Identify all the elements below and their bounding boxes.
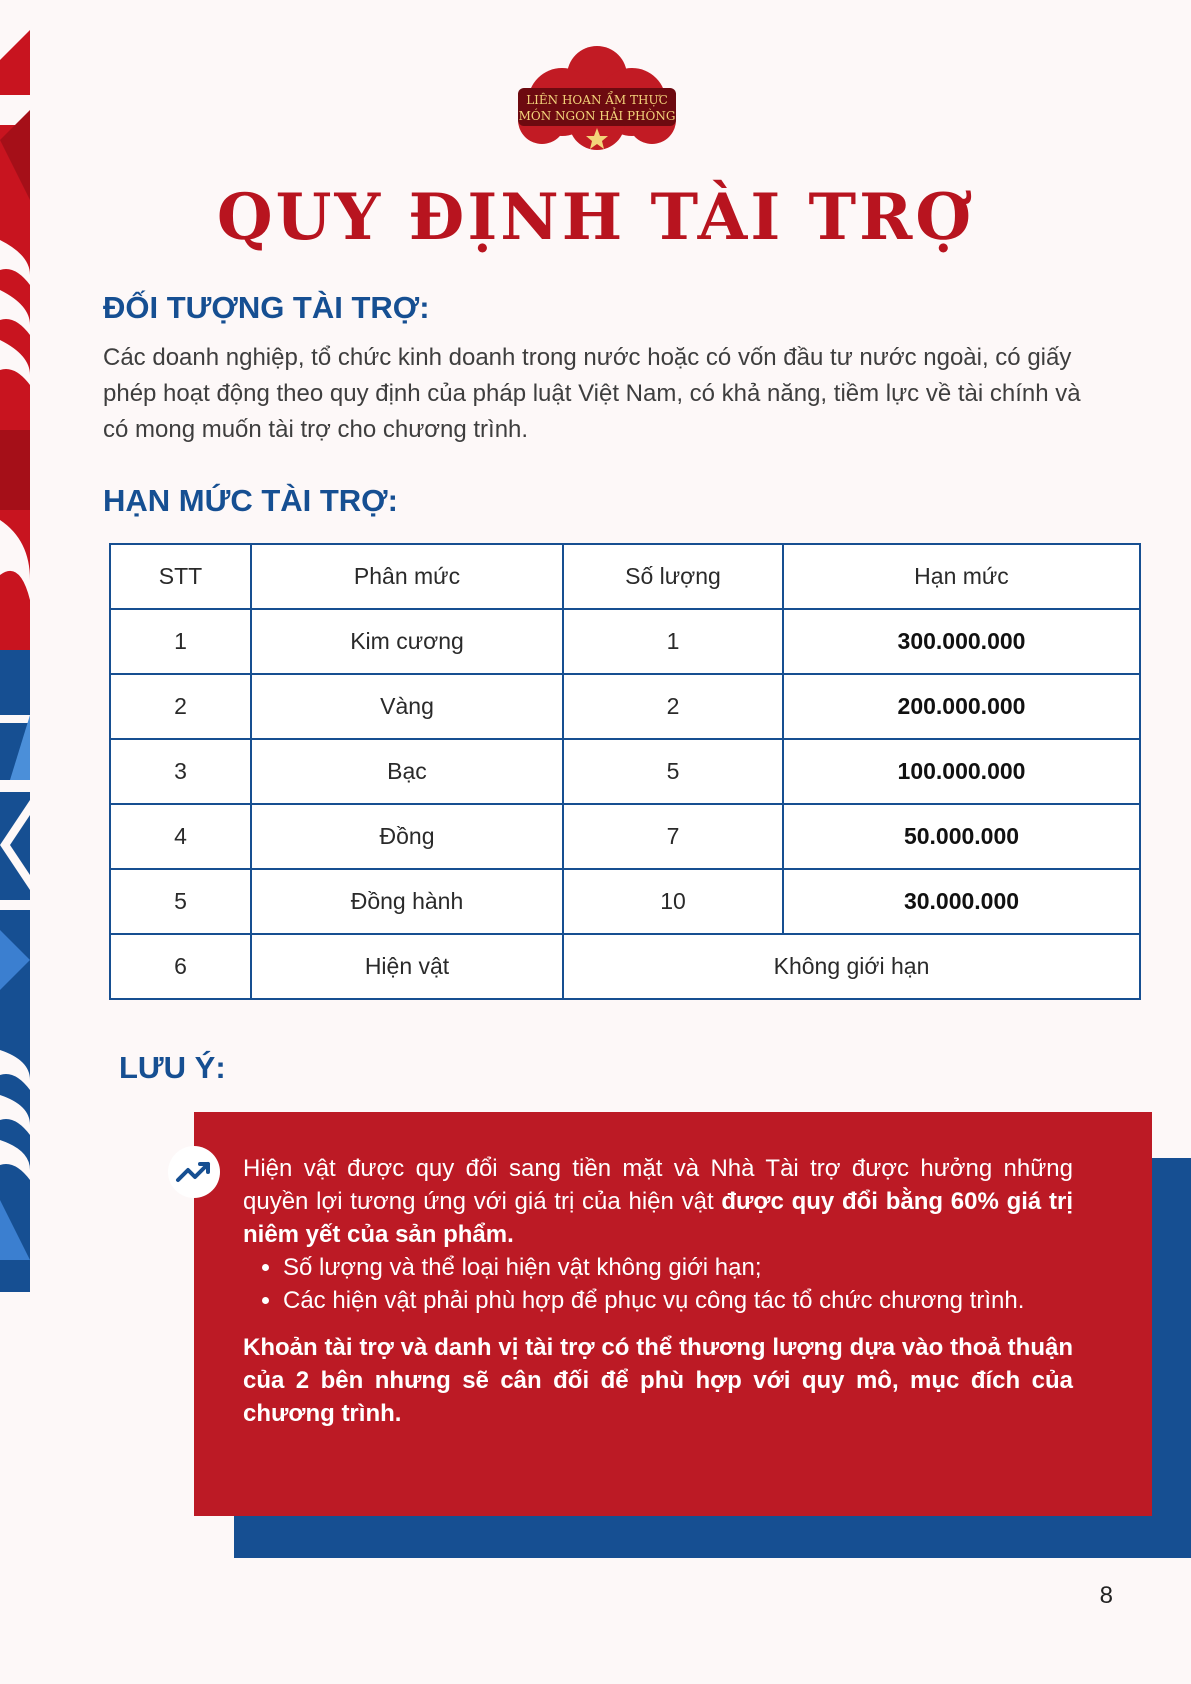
cell-stt: 4 xyxy=(110,804,251,869)
note-intro-text: Hiện vật được quy đổi sang tiền mặt và Nhà Tài trợ được hưởng những quyền lợi tương ứng với giá trị của hiện vật xyxy=(243,1155,1073,1215)
page-number: 8 xyxy=(1099,1582,1113,1609)
cell-level: Hiện vật xyxy=(251,934,563,999)
cell-level: Bạc xyxy=(251,739,563,804)
cell-stt: 2 xyxy=(110,674,251,739)
cell-quantity: 1 xyxy=(563,609,783,674)
cell-stt: 1 xyxy=(110,609,251,674)
festival-logo xyxy=(512,40,682,155)
cell-amount: 300.000.000 xyxy=(783,609,1140,674)
cell-stt: 3 xyxy=(110,739,251,804)
cell-amount: 30.000.000 xyxy=(783,869,1140,934)
logo-line2: MÓN NGON HẢI PHÒNG xyxy=(518,109,676,123)
table-row xyxy=(110,804,1140,869)
target-heading: ĐỐI TƯỢNG TÀI TRỢ: xyxy=(103,290,430,325)
cell-stt: 5 xyxy=(110,869,251,934)
cell-level: Đồng hành xyxy=(251,869,563,934)
cell-quantity: 5 xyxy=(563,739,783,804)
list-item: • Số lượng và thể loại hiện vật không giới hạn; xyxy=(283,1251,1073,1284)
cell-quantity: 2 xyxy=(563,674,783,739)
logo-line1: LIÊN HOAN ẨM THỰC xyxy=(526,93,668,107)
note-content xyxy=(243,1152,1073,1430)
cell-merged-amount: Không giới hạn xyxy=(563,934,1140,999)
trending-up-icon xyxy=(168,1146,220,1198)
cell-amount: 100.000.000 xyxy=(783,739,1140,804)
list-item: • Các hiện vật phải phù hợp để phục vụ công tác tổ chức chương trình. xyxy=(283,1284,1073,1317)
table-row xyxy=(110,869,1140,934)
note-intro xyxy=(243,1152,1073,1251)
table-header-row xyxy=(110,544,1140,609)
cell-level: Đồng xyxy=(251,804,563,869)
cell-amount: 200.000.000 xyxy=(783,674,1140,739)
header-stt: STT xyxy=(110,544,251,609)
table-row xyxy=(110,739,1140,804)
cell-level: Kim cương xyxy=(251,609,563,674)
table-row xyxy=(110,674,1140,739)
note-closing: Khoản tài trợ và danh vị tài trợ có thể thương lượng dựa vào thoả thuận của 2 bên nhưng sẽ cân đối để phù hợp với quy mô, mục đích của chương trình. xyxy=(243,1334,1073,1427)
sponsorship-table xyxy=(109,543,1141,1000)
cell-stt: 6 xyxy=(110,934,251,999)
note-intro-bold: được quy đổi bằng 60% giá trị niêm yết của sản phẩm. xyxy=(243,1188,1073,1248)
header-level: Phân mức xyxy=(251,544,563,609)
notes-heading: LƯU Ý: xyxy=(119,1050,226,1085)
note-bullet-list xyxy=(243,1251,1073,1317)
page-title: QUY ĐỊNH TÀI TRỢ xyxy=(216,180,975,255)
table-row xyxy=(110,934,1140,999)
table-row xyxy=(110,609,1140,674)
target-paragraph: Các doanh nghiệp, tổ chức kinh doanh trong nước hoặc có vốn đầu tư nước ngoài, có giấy phép hoạt động theo quy định của pháp luật Việt Nam, có khả năng, tiềm lực về tài chính và có mong muốn tài trợ cho chương trình. xyxy=(103,344,1081,443)
cell-level: Vàng xyxy=(251,674,563,739)
header-amount: Hạn mức xyxy=(783,544,1140,609)
cell-quantity: 10 xyxy=(563,869,783,934)
cell-quantity: 7 xyxy=(563,804,783,869)
limits-heading: HẠN MỨC TÀI TRỢ: xyxy=(103,483,398,518)
cell-amount: 50.000.000 xyxy=(783,804,1140,869)
header-quantity: Số lượng xyxy=(563,544,783,609)
